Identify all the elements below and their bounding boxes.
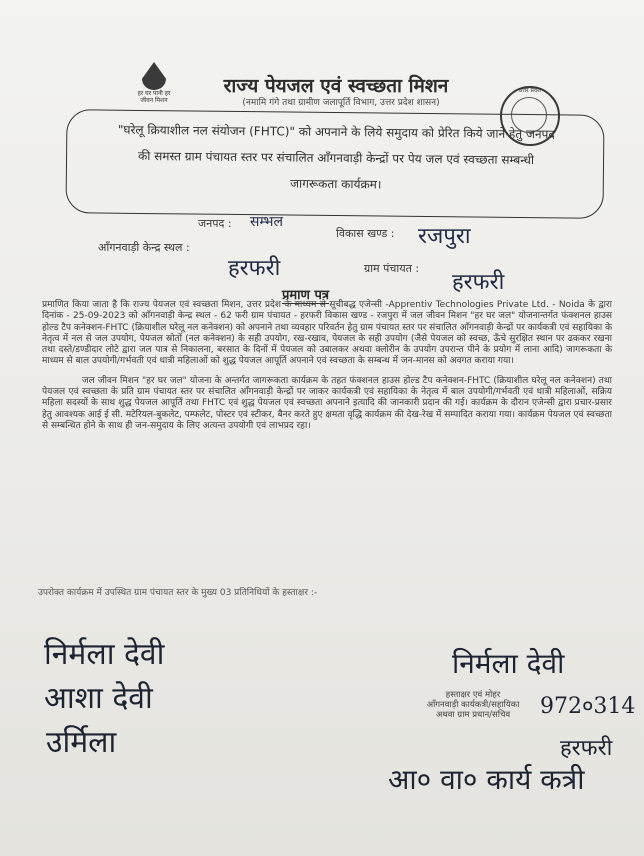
anganwadi-worker-signature: निर्मला देवी — [452, 647, 565, 680]
caption-line-2: आँगनवाड़ी कार्यकत्री/सहायिका — [426, 700, 520, 710]
certificate-body — [42, 300, 612, 437]
mission-title: राज्य पेयजल एवं स्वच्छता मिशन — [223, 75, 449, 97]
representative-signature-1: निर्मला देवी — [44, 637, 165, 672]
district-label: जनपद : — [198, 217, 232, 230]
representatives-note: उपरोक्त कार्यक्रम में उपस्थित ग्राम पंचायत स्तर के मुख्य 03 प्रतिनिधियों के हस्ताक्षर :- — [38, 588, 318, 598]
certificate-title: प्रमाण पत्र — [282, 285, 329, 304]
body-paragraph-1: प्रमाणित किया जाता है कि राज्य पेयजल एवं स्वच्छता मिशन, उत्तर प्रदेश के माध्यम से सूचीबद्ध एजेन्सी -Apprentiv Technologies Private Ltd. - Noida के द्वारा दिनांक - 25-09-2023 को आँगनवाड़ी केन्द्र स्थल - 62 फरी ग्राम पंचायत - हरफरी विकास खण्ड - रजपुरा में जल जीवन मिशन "हर घर जल" योजनान्तर्गत फंक्शनल हाउस होल्ड टैप कनेक्शन-FHTC (क्रियाशील घरेलू नल कनेक्शन) को अपनाने तथा व्यवहार परिवर्तन हेतु ग्राम पंचायत स्तर पर संचालित आँगनवाड़ी केन्द्रों पर कार्यकत्री एवं सहायिका के नेतृत्व में नल से जल उपयोग, पेयजल स्रोतों (नल कनेक्शन) के सही उपयोग, रख-रखाव, पेयजल के सही उपयोग (जैसे पेयजल को स्वच्छ, ऊँचे सुरक्षित स्थान पर ढककर रखना तथा दस्ते/डण्डीदार लोटे द्वारा जल पात्र से निकालना, बरसात के दिनों में पेयजल को उबालकर अथवा क्लोरीन के उपयोग उपरान्त पीने के प्रयोग में लाना आदि) जागरूकता के माध्यम से बाल उपयोगी/गर्भवती एवं धात्री महिलाओं को शुद्ध पेयजल आपूर्ति अपनाने एवं स्वच्छता के सम्बन्ध में जन-मानस को अवगत कराया गया। — [42, 300, 612, 367]
anganwadi-center-label: आँगनवाड़ी केन्द्र स्थल : — [98, 241, 190, 254]
jal-jeevan-mission-logo — [132, 62, 176, 114]
emblem-text: उत्तर प्रदेश — [518, 87, 542, 94]
left-logo-text: हर घर पानी हर जीवन मिशन — [137, 90, 171, 104]
body-paragraph-2: जल जीवन मिशन "हर घर जल" योजना के अन्तर्गत जागरूकता कार्यक्रम के तहत फंक्शनल हाउस होल्ड टैप कनेक्शन-FHTC (क्रियाशील घरेलू नल कनेक्शन) तथा पेयजल एवं स्वच्छता के प्रति ग्राम पंचायत स्तर पर संचालित आँगनवाड़ी केन्द्रों पर जाकर कार्यकत्री एवं सहायिका के नेतृत्व में बाल उपयोगी/गर्भवती एवं धात्री महिलाओं, सक्रिय महिला सदस्यों के साथ शुद्ध पेयजल आपूर्ति तथा FHTC एवं शुद्ध पेयजल एवं स्वच्छता अपनाने इत्यादि की जानकारी प्रदान की गई। कार्यक्रम के दौरान एजेन्सी द्वारा प्रचार-प्रसार हेतु आवश्यक आई ई सी. मटेरियल-बुकलेट, पम्फलेट, पोस्टर एवं स्टीकर, बैनर करते हुए क्षमता वृद्धि कार्यक्रम की देख-रेख में सम्पादित कराया गया। कार्यक्रम पेयजल एवं स्वच्छता से सम्बन्धित होने के साथ ही जन-समुदाय के लिए अत्यन्त उपयोगी एवं लाभप्रद रहा। — [42, 375, 612, 431]
gram-panchayat-value: हरफरी — [452, 270, 505, 295]
caption-line-3: अथवा ग्राम प्रधान/सचिव — [435, 710, 511, 720]
representative-signature-2: आशा देवी — [44, 681, 153, 716]
water-drop-icon — [142, 62, 166, 90]
caption-line-1: हस्ताक्षर एवं मोहर — [445, 690, 501, 700]
signature-place: हरफरी — [560, 736, 613, 761]
signatory-caption — [398, 690, 548, 720]
mission-subtitle: (नमामि गंगे तथा ग्रामीण जलापूर्ति विभाग, उत्तर प्रदेश शासन) — [242, 98, 440, 108]
block-label: विकास खण्ड : — [336, 227, 395, 240]
signatory-designation: आ० वा० कार्य कत्री — [388, 763, 585, 796]
program-heading-box — [65, 109, 604, 219]
heading-line-2: की समस्त ग्राम पंचायत स्तर पर संचालित आँगनवाड़ी केन्द्रों पर पेय जल एवं स्वच्छता सम्बन्धी — [137, 148, 535, 168]
block-value: रजपुरा — [418, 224, 471, 249]
phone-number: 972०314 — [540, 694, 636, 719]
district-value: सम्भल — [250, 214, 283, 230]
heading-line-1: "घरेलू क्रियाशील नल संयोजन (FHTC)" को अपनाने के लिये समुदाय को प्रेरित किये जाने हेतु जनपद — [117, 122, 555, 142]
heading-line-3: जागरूकता कार्यक्रम। — [290, 176, 382, 192]
gram-panchayat-label: ग्राम पंचायत : — [364, 262, 420, 275]
anganwadi-center-value: हरफरी — [228, 256, 281, 281]
representative-signature-3: उर्मिला — [46, 725, 117, 760]
